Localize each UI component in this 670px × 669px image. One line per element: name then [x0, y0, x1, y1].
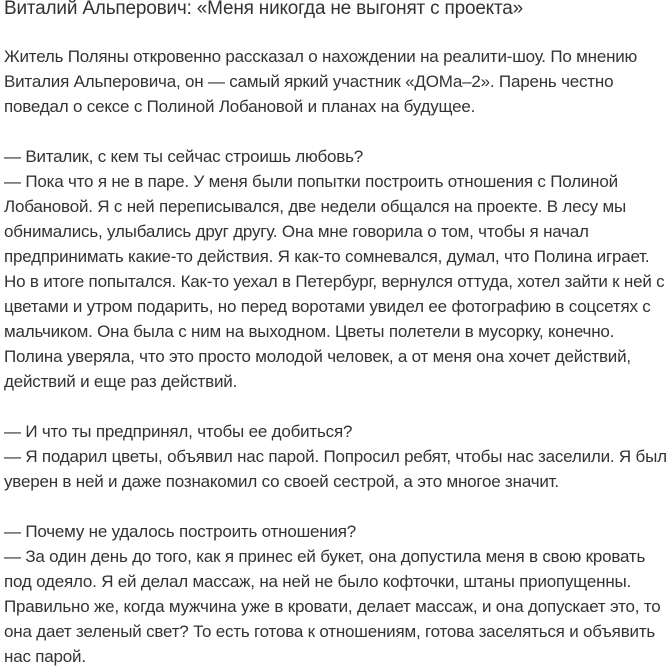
qa-block-2	[4, 419, 668, 494]
interview-answer: — Пока что я не в паре. У меня были попытки построить отношения с Полиной Лобановой. Я с ней переписывался, две недели общался на проекте. В лесу мы обнимались, улыбались друг другу. Она мне говорила о том, чтобы я начал предпринимать какие-то действия. Я как-то сомневался, думал, что Полина играет. Но в итоге попытался. Как-то уехал в Петербург, вернулся оттуда, хотел зайти к ней с цветами и утром подарить, но перед воротами увидел ее фотографию в соцсетях с мальчиком. Она была с ним на выходном. Цветы полетели в мусорку, конечно. Полина уверяла, что это просто молодой человек, а от меня она хочет действий, действий и еще раз действий.	[4, 172, 665, 391]
interview-answer: — За один день до того, как я принес ей букет, она допустила меня в свою кровать под одеяло. Я ей делал массаж, на ней не было кофточки, штаны приопущенны. Правильно же, когда мужчина уже в кровати, делает массаж, и она допускает это, то она дает зеленый свет? То есть готова к отношениям, готова заселяться и объявить нас парой.	[4, 547, 661, 666]
interview-question: — Почему не удалось построить отношения?	[4, 522, 357, 541]
article-lead: Житель Поляны откровенно рассказал о нахождении на реалити-шоу. По мнению Виталия Альперовича, он — самый яркий участник «ДОМа–2». Парень честно поведал о сексе с Полиной Лобановой и планах на будущее.	[4, 47, 638, 116]
interview-question: — И что ты предпринял, чтобы ее добиться?	[4, 422, 353, 441]
qa-block-3	[4, 519, 668, 669]
interview-answer: — Я подарил цветы, объявил нас парой. Попросил ребят, чтобы нас заселили. Я был уверен в ней и даже познакомил со своей сестрой, а это многое значит.	[4, 447, 667, 491]
qa-block-1	[4, 144, 668, 394]
article-title: Виталий Альперович: «Меня никогда не выгонят с проекта»	[4, 0, 524, 19]
interview-question: — Виталик, с кем ты сейчас строишь любовь?	[4, 147, 364, 166]
